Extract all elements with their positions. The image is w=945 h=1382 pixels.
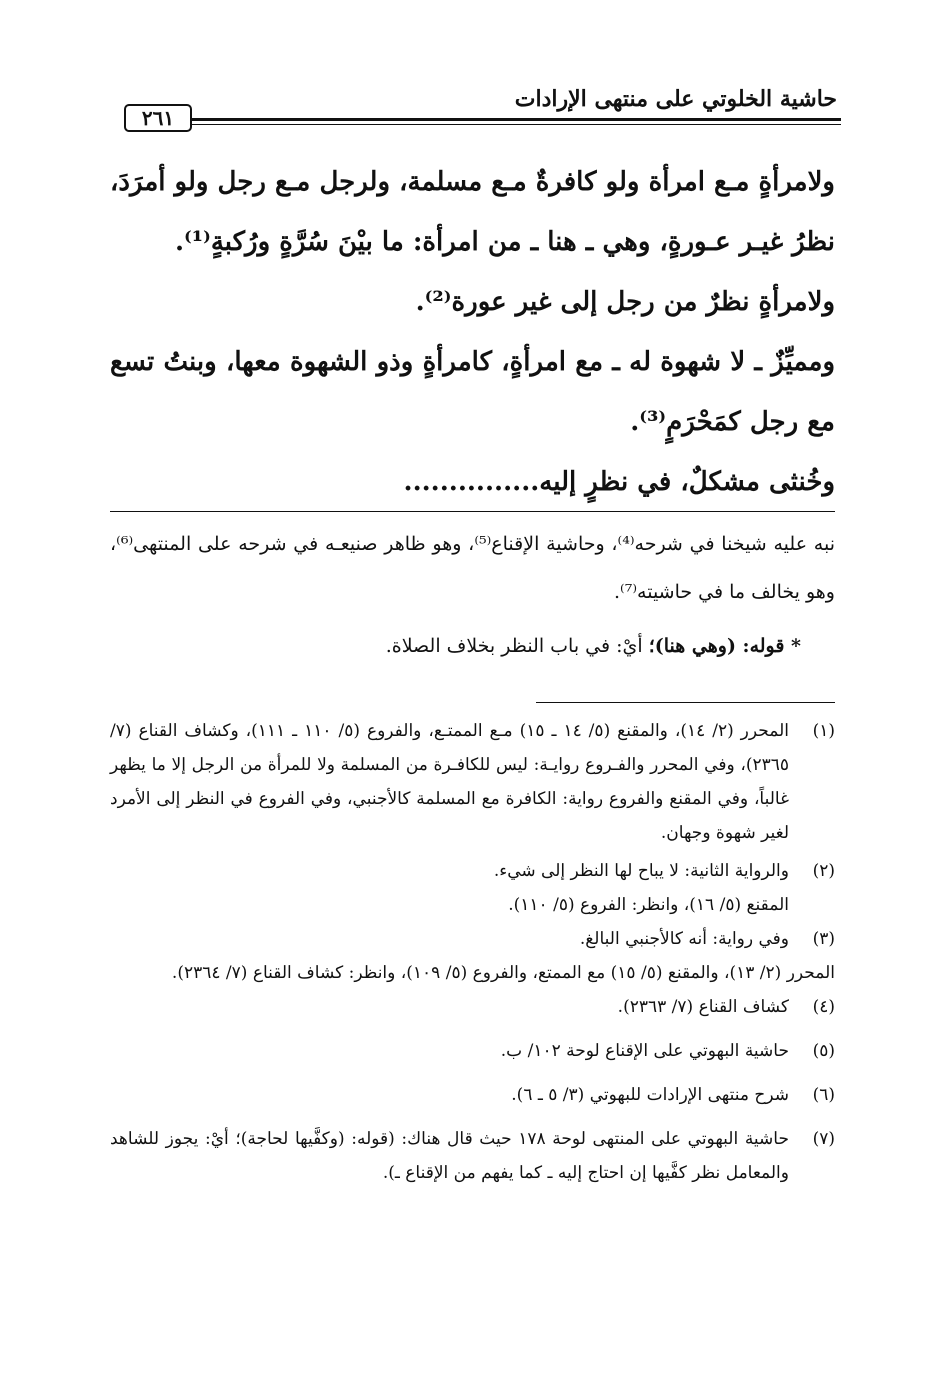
footnotes xyxy=(110,714,835,1190)
footnote-text: والرواية الثانية: لا يباح لها النظر إلى شيء. xyxy=(493,861,789,881)
footnote-text: كشاف القناع (٧/ ٢٣٦٣). xyxy=(617,997,789,1017)
footnote-text: المقنع (٥/ ١٦)، وانظر: الفروع (٥/ ١١٠). xyxy=(508,895,789,915)
commentary-quote-explanation: أيْ: في باب النظر بخلاف الصلاة. xyxy=(385,635,643,657)
page-number-box: ٢٦١ xyxy=(124,104,192,132)
footnote-6 xyxy=(110,1078,835,1112)
commentary-paragraph-1: نبه عليه شيخنا في شرحه⁽⁴⁾، وحاشية الإقناع⁽⁵⁾، وهو ظاهر صنيعـه في شرحه على المنتهى⁽⁶⁾، وهو يخالف ما في حاشيته⁽⁷⁾. xyxy=(110,533,835,603)
footnote-number: (١) xyxy=(812,721,835,741)
commentary-paragraph-2 xyxy=(110,622,835,670)
header-rule-thin xyxy=(192,124,841,125)
footnote-number: (٤) xyxy=(812,997,835,1017)
running-header-title: حاشية الخلوتي على منتهى الإرادات xyxy=(514,86,837,112)
commentary xyxy=(110,520,835,670)
footnote-text: وفي رواية: أنه كالأجنبي البالغ. xyxy=(579,929,789,949)
footnote-1 xyxy=(110,714,835,850)
footnote-divider xyxy=(536,702,835,703)
footnote-text: حاشية البهوتي على المنتهى لوحة ١٧٨ حيث قال هناك: (قوله: (وكفَّيها لحاجة)؛ أيْ: يجوز للشاهد والمعامل نظر كفَّيها إن احتاج إليه ـ كما يفهم من الإقناع ـ). xyxy=(110,1129,789,1183)
continuation-dots: ............... xyxy=(403,467,540,497)
footnote-number: (٣) xyxy=(812,929,835,949)
footnote-2 xyxy=(110,854,835,922)
main-paragraph-2: ولامرأةٍ نظرٌ من رجل إلى غير عورة⁽²⁾. xyxy=(415,287,835,317)
footnote-text: حاشية البهوتي على الإقناع لوحة ١٠٢/ ب. xyxy=(500,1041,789,1061)
footnote-text: شرح منتهى الإرادات للبهوتي (٣/ ٥ ـ ٦). xyxy=(511,1085,789,1105)
main-paragraph-3: ومميِّزٌ ـ لا شهوة له ـ مع امرأةٍ، كامرأةٍ وذو الشهوة معها، وبنتُ تسع مع رجل كمَحْرَمٍ⁽³⁾. xyxy=(110,347,835,437)
main-paragraph-4 xyxy=(110,452,835,512)
footnote-5 xyxy=(110,1034,835,1068)
main-commentary-divider xyxy=(110,511,835,512)
main-text xyxy=(110,152,835,512)
footnote-4 xyxy=(110,990,835,1024)
footnote-7 xyxy=(110,1122,835,1190)
main-paragraph-4-text: وخُنثى مشكلٌ، في نظرٍ إليه xyxy=(539,467,835,497)
footnote-3-continuation: المحرر (٢/ ١٣)، والمقنع (٥/ ١٥) مع الممتع، والفروع (٥/ ١٠٩)، وانظر: كشاف القناع (٧/ ٢٣٦٤). xyxy=(171,963,835,983)
commentary-quote-lemma: * قوله: (وهي هنا)؛ xyxy=(648,635,801,657)
footnote-3 xyxy=(110,922,835,956)
footnote-number: (٢) xyxy=(812,861,835,881)
main-paragraph-1: ولامرأةٍ مـع امرأة ولو كافرةٌ مـع مسلمة، ولرجل مـع رجل ولو أمرَدَ، نظرُ غيـر عـورةٍ، وهي ـ هنا ـ من امرأة: ما بيْنَ سُرَّةٍ ورُكبةٍ⁽¹⁾. xyxy=(110,167,835,257)
footnote-number: (٦) xyxy=(812,1085,835,1105)
footnote-number: (٥) xyxy=(812,1041,835,1061)
header-rule-thick xyxy=(192,118,841,121)
footnote-number: (٧) xyxy=(812,1129,835,1149)
footnote-text: المحرر (٢/ ١٤)، والمقنع (٥/ ١٤ ـ ١٥) مـع الممتـع، والفروع (٥/ ١١٠ ـ ١١١)، وكشاف القناع (٧/ ٢٣٦٥)، وفي المحرر والفـروع روايـة: ليس للكافـرة من المسلمة ولا للمرأة من الرجل إلا ما يظهر غالباً، وفي المقنع والفروع رواية: الكافرة مع المسلمة كالأجنبي، وفي الفروع في النظر إلى الأمرد لغير شهوة وجهان. xyxy=(110,721,789,843)
